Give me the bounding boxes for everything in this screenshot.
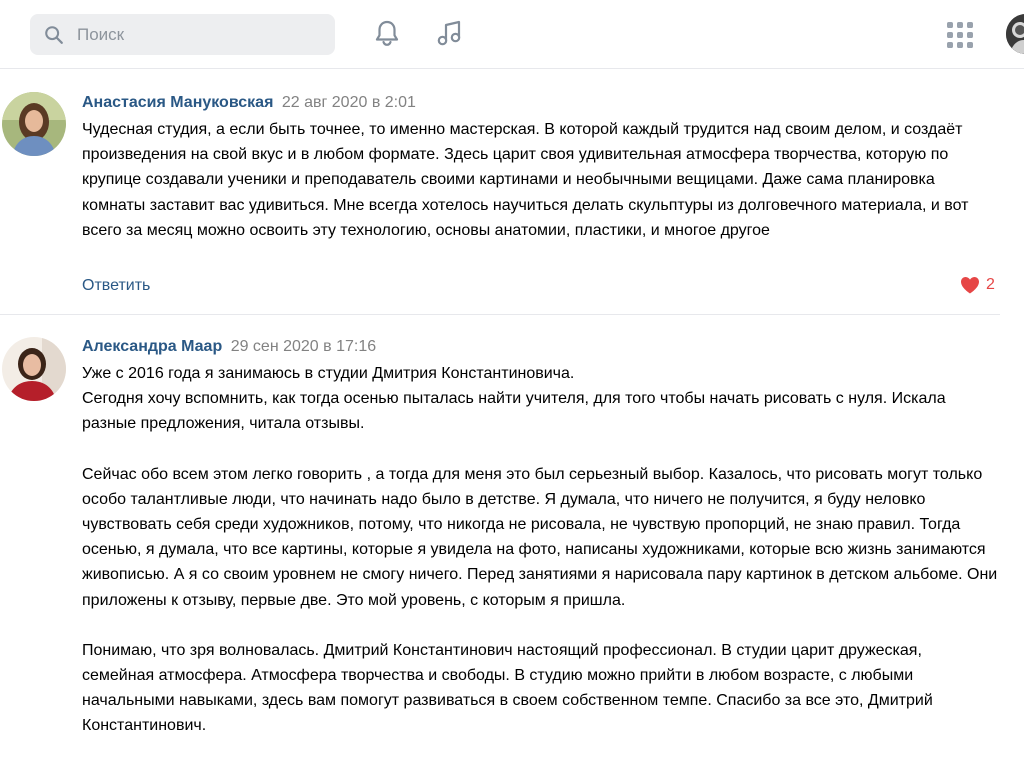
like-count: 2 xyxy=(986,276,995,293)
comment-header xyxy=(82,94,416,112)
comment-text xyxy=(82,117,998,243)
search-input[interactable] xyxy=(75,24,309,46)
reply-button[interactable]: Ответить xyxy=(82,277,151,294)
music-icon[interactable] xyxy=(434,17,466,49)
search-icon xyxy=(43,24,65,46)
user-avatar[interactable] xyxy=(1006,14,1024,54)
comment-paragraph: Уже с 2016 года я занимаюсь в студии Дмитрия Константиновича. Сегодня хочу вспомнить, как тогда осенью пыталась найти учителя, для того чтобы начать рисовать с нуля. Искала разные предложения, читала отзывы. xyxy=(82,365,946,433)
comment-text xyxy=(82,361,998,739)
apps-icon[interactable] xyxy=(945,20,975,50)
comment-header xyxy=(82,338,376,356)
author-name[interactable]: Александра Маар xyxy=(82,338,223,355)
author-avatar[interactable] xyxy=(2,337,66,401)
top-bar xyxy=(0,0,1024,69)
heart-icon xyxy=(960,276,980,294)
bell-icon[interactable] xyxy=(371,17,403,49)
comment-paragraph: Понимаю, что зря волновалась. Дмитрий Константинович настоящий профессионал. В студии царит дружеская, семейная атмосфера. Атмосфера творчества и свободы. В студию можно прийти в любом возрасте, с любыми начальными навыками, здесь вам помогут развиваться в своем собственном темпе. Спасибо за все это, Дмитрий Константинович. xyxy=(82,641,933,735)
comment xyxy=(0,315,1000,768)
author-name[interactable]: Анастасия Мануковская xyxy=(82,94,274,111)
like-button[interactable] xyxy=(960,276,995,294)
comment-date[interactable]: 29 сен 2020 в 17:16 xyxy=(230,338,377,355)
author-avatar[interactable] xyxy=(2,92,66,156)
comment-date[interactable]: 22 авг 2020 в 2:01 xyxy=(281,94,416,111)
comment xyxy=(0,68,1000,314)
comment-paragraph: Чудесная студия, а если быть точнее, то именно мастерская. В которой каждый трудится над своим делом, и создаёт произведения на свой вкус и в любом формате. Здесь царит своя удивительная атмосфера творчества, которую по крупице создавали ученики и преподаватель своими картинами и необычными вещицами. Даже сама планировка комнаты заставит вас удивиться. Мне всегда хотелось научиться делать скульптуры из долговечного материала, и вот всего за месяц можно освоить эту технологию, основы анатомии, пластики, и многое другое xyxy=(82,121,969,239)
search-box[interactable] xyxy=(30,14,335,55)
comment-paragraph: Сейчас обо всем этом легко говорить , а тогда для меня это был серьезный выбор. Казалось, что рисовать могут только особо талантливые люди, что начинать надо было в детстве. Я думала, что ничего не получится, я буду неловко чувствовать себя среди художников, потому, что никогда не рисовала, не чувствую пропорций, не знаю правил. Тогда осенью, я думала, что все картины, которые я увидела на фото, написаны художниками, которые всю жизнь занимаются живописью. А я со своим уровнем не смогу ничего. Перед занятиями я нарисовала пару картинок в детском альбоме. Они приложены к отзыву, первые две. Это мой уровень, с которым я пришла. xyxy=(82,465,998,609)
